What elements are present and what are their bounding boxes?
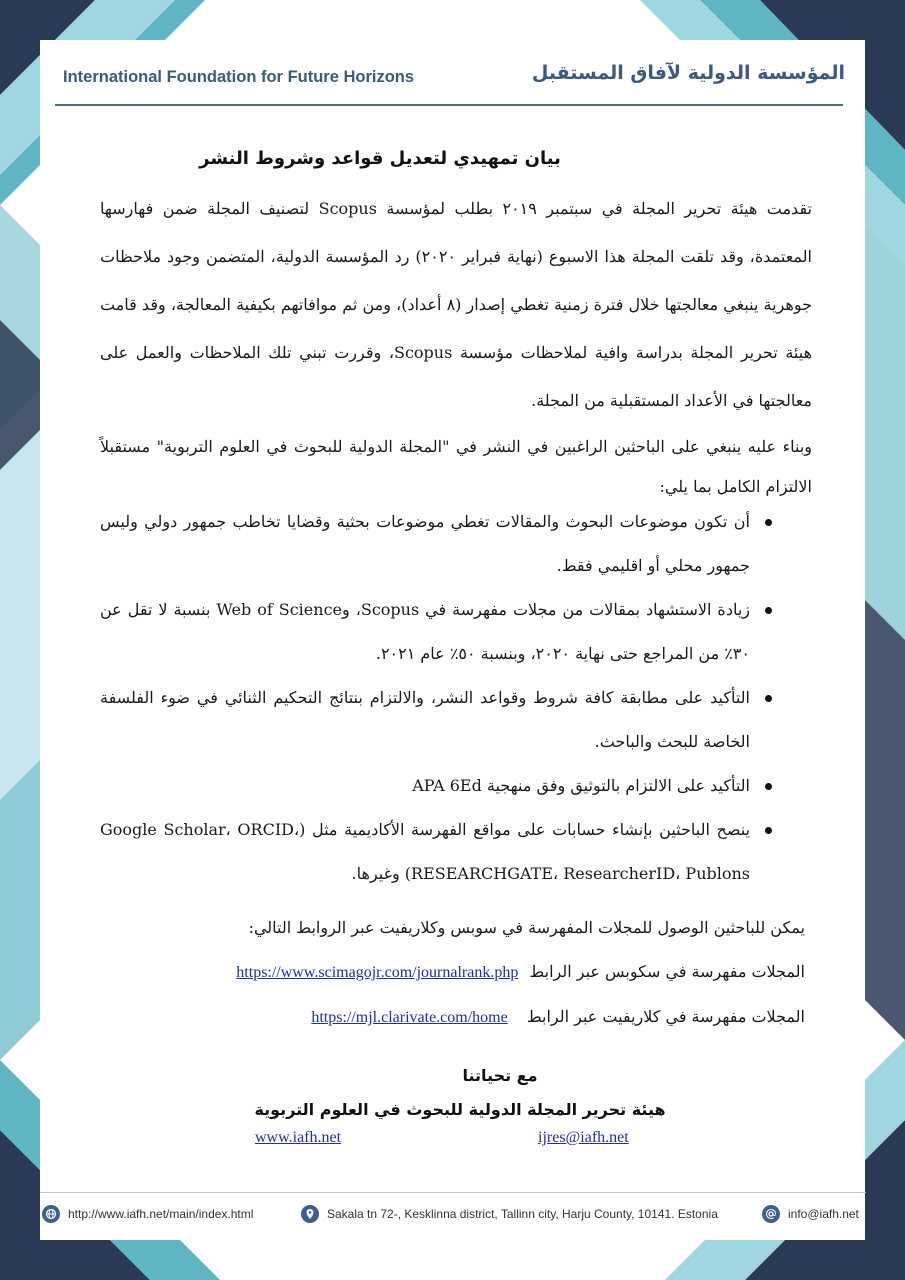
list-item xyxy=(100,764,812,808)
org-name-english: International Foundation for Future Horizons xyxy=(63,68,415,86)
clarivate-link-label: المجلات مفهرسة في كلاريفيت عبر الرابط xyxy=(526,1007,805,1026)
list-item xyxy=(100,676,812,764)
location-pin-icon xyxy=(301,1205,319,1223)
bullet-icon xyxy=(765,519,772,526)
footer-email xyxy=(762,1203,859,1225)
list-item-text: التأكيد على الالتزام بالتوثيق وفق منهجية APA 6Ed xyxy=(412,776,750,795)
list-item-text: زيادة الاستشهاد بمقالات من مجلات مفهرسة في Scopus، وWeb of Science بنسبة لا تقل عن ٣٠٪ من المراجع حتى نهاية ٢٠٢٠، وبنسبة ٥٠٪ عام ٢٠٢١. xyxy=(100,600,750,663)
footer-url-text[interactable]: http://www.iafh.net/main/index.html xyxy=(68,1207,254,1221)
list-item-text: التأكيد على مطابقة كافة شروط وقواعد النشر، والالتزام بنتائج التحكيم الثنائي في ضوء الفلسفة الخاصة للبحث والباحث. xyxy=(100,688,751,751)
footer-email-text[interactable]: info@iafh.net xyxy=(788,1207,859,1221)
greeting: مع تحياتنا xyxy=(462,1066,538,1085)
bullet-icon xyxy=(765,695,772,702)
letterhead xyxy=(55,60,845,106)
intro-paragraph: تقدمت هيئة تحرير المجلة في سبتمبر ٢٠١٩ بطلب لمؤسسة Scopus لتصنيف المجلة ضمن فهارسها المعتمدة، وقد تلقت المجلة هذا الاسبوع (نهاية فبراير ٢٠٢٠) رد المؤسسة الدولية، المتضمن وجود ملاحظات جوهرية ينبغي معالجتها خلال فترة زمنية تغطي إصدار (٨ أعداد)، ومن ثم موافاتهم بكيفية المعالجة، وقد قامت هيئة تحرير المجلة بدراسة وافية لملاحظات مؤسسة Scopus، وقررت تبني تلك الملاحظات والعمل على معالجتها في الأعداد المستقبلية من المجلة. xyxy=(100,199,813,410)
signature: هيئة تحرير المجلة الدولية للبحوث في العلوم التربوية xyxy=(254,1100,666,1119)
requirements-intro: وبناء عليه ينبغي على الباحثين الراغبين في النشر في "المجلة الدولية للبحوث في العلوم التربوية" مستقبلاً الالتزام الكامل بما يلي: xyxy=(100,437,812,496)
document-title: بيان تمهيدي لتعديل قواعد وشروط النشر xyxy=(199,148,561,169)
list-item xyxy=(100,808,812,896)
org-name-arabic: المؤسسة الدولية لآفاق المستقبل xyxy=(531,62,845,84)
clarivate-link-row xyxy=(311,1007,805,1027)
scopus-link-label: المجلات مفهرسة في سكوبس عبر الرابط xyxy=(529,962,805,981)
scopus-link[interactable]: https://www.scimagojr.com/journalrank.php xyxy=(236,964,519,981)
footer-divider xyxy=(40,1192,866,1193)
bullet-icon xyxy=(765,783,772,790)
list-item xyxy=(100,500,812,588)
scopus-link-row xyxy=(236,962,805,982)
footer-address xyxy=(301,1203,718,1225)
access-note: يمكن للباحثين الوصول للمجلات المفهرسة في سوبس وكلاريفيت عبر الروابط التالي: xyxy=(248,918,805,937)
footer-url xyxy=(42,1203,253,1225)
email-at-icon xyxy=(762,1205,780,1223)
bullet-icon xyxy=(765,607,772,614)
footer-address-text: Sakala tn 72-, Kesklinna district, Tallinn city, Harju County, 10141. Estonia xyxy=(327,1207,718,1221)
website-link[interactable]: www.iafh.net xyxy=(255,1129,342,1146)
list-item xyxy=(100,588,812,676)
globe-icon xyxy=(42,1205,60,1223)
list-item-text: أن تكون موضوعات البحوث والمقالات تغطي موضوعات بحثية وقضايا تخاطب جمهور دولي وليس جمهور محلي أو اقليمي فقط. xyxy=(100,512,750,575)
bullet-icon xyxy=(765,827,772,834)
header-divider xyxy=(55,104,843,106)
email-link[interactable]: ijres@iafh.net xyxy=(538,1129,629,1146)
clarivate-link[interactable]: https://mjl.clarivate.com/home xyxy=(311,1009,508,1026)
requirements-list xyxy=(100,500,812,896)
list-item-text: ينصح الباحثين بإنشاء حسابات على مواقع الفهرسة الأكاديمية مثل (Google Scholar، ORCID، RESEARCHGATE، ResearcherID، Publons) وغيرها. xyxy=(100,820,751,883)
